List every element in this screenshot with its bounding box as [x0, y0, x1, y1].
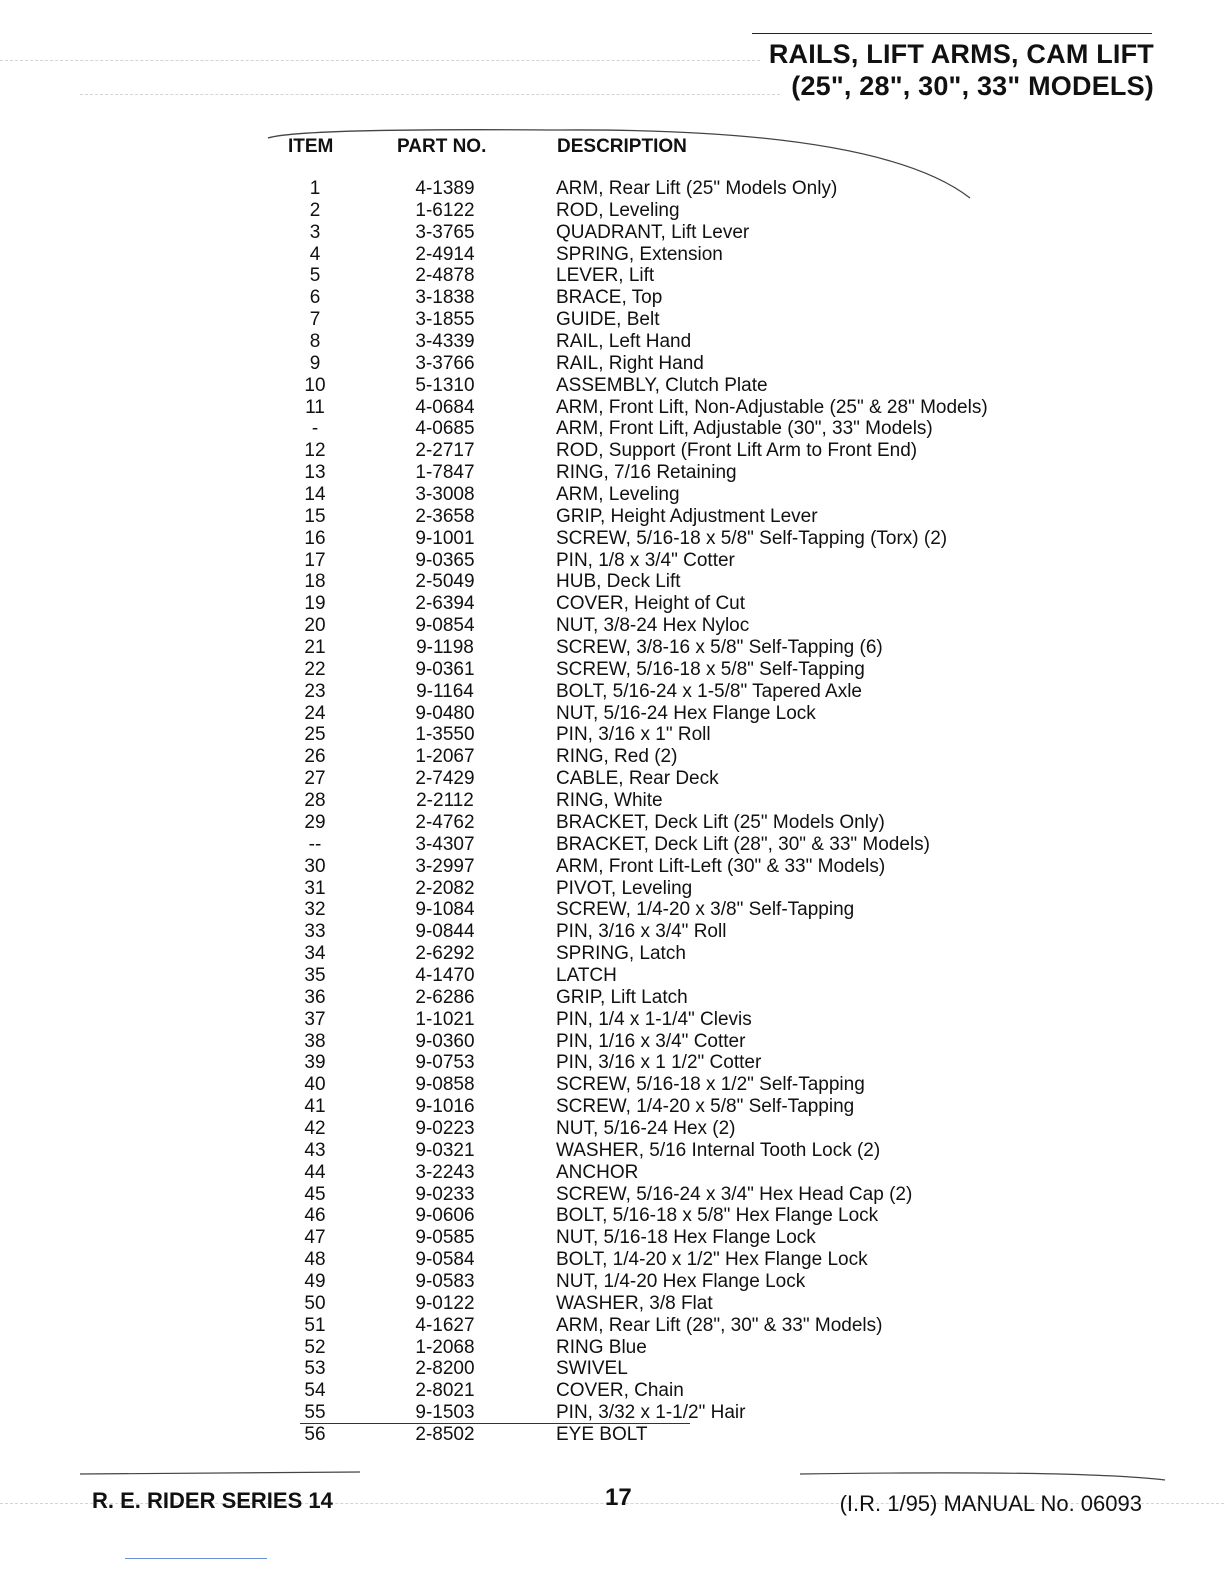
table-row: [0, 1140, 1224, 1162]
part-description: ANCHOR: [556, 1161, 639, 1183]
table-row: [0, 659, 1224, 681]
item-number: 53: [304, 1358, 326, 1380]
part-description: ARM, Front Lift, Non-Adjustable (25" & 28" Models): [556, 396, 988, 418]
page-number: 17: [605, 1484, 632, 1511]
part-description: NUT, 1/4-20 Hex Flange Lock: [556, 1270, 806, 1292]
part-description: RING, White: [556, 790, 663, 812]
part-description: RING, Red (2): [556, 746, 678, 768]
part-description: COVER, Chain: [556, 1380, 684, 1402]
part-description: QUADRANT, Lift Lever: [556, 221, 750, 243]
part-description: PIN, 1/16 x 3/4" Cotter: [556, 1030, 746, 1052]
page-title-line2: (25", 28", 30", 33" MODELS): [791, 71, 1154, 101]
item-number: 15: [304, 505, 326, 527]
item-number: 14: [304, 484, 326, 506]
item-number: 31: [304, 877, 326, 899]
part-number: 2-2112: [416, 790, 474, 812]
part-description: HUB, Deck Lift: [556, 571, 681, 593]
part-number: 1-7847: [415, 462, 475, 484]
page-title-line1: RAILS, LIFT ARMS, CAM LIFT: [768, 39, 1154, 69]
table-row: [0, 397, 1224, 419]
table-row: [0, 1052, 1224, 1074]
item-number: 12: [304, 440, 326, 462]
item-number: 7: [309, 309, 321, 331]
part-description: BRACE, Top: [556, 287, 663, 309]
item-number: 35: [304, 964, 326, 986]
item-number: 26: [304, 746, 326, 768]
part-number: 2-8502: [415, 1423, 475, 1445]
table-row: [0, 1162, 1224, 1184]
part-number: 2-5049: [415, 571, 475, 593]
part-number: 9-0233: [415, 1183, 475, 1205]
part-description: NUT, 5/16-24 Hex (2): [556, 1117, 736, 1139]
table-row: [0, 1293, 1224, 1315]
part-number: 3-3008: [415, 484, 475, 506]
part-description: WASHER, 5/16 Internal Tooth Lock (2): [556, 1139, 881, 1161]
part-number: 2-6394: [415, 593, 475, 615]
footer-series: R. E. RIDER SERIES 14: [92, 1488, 333, 1513]
part-description: NUT, 5/16-18 Hex Flange Lock: [556, 1227, 816, 1249]
part-number: 9-0858: [415, 1074, 475, 1096]
item-number: 29: [304, 811, 326, 833]
item-number: 50: [304, 1292, 326, 1314]
table-row: [0, 440, 1224, 462]
table-row: [0, 1184, 1224, 1206]
part-description: RAIL, Right Hand: [556, 352, 704, 374]
column-header-description: DESCRIPTION: [557, 136, 687, 157]
part-number: 9-0585: [415, 1227, 475, 1249]
table-row: [0, 1074, 1224, 1096]
part-number: 2-4762: [415, 811, 475, 833]
table-row: [0, 703, 1224, 725]
item-number: 52: [304, 1336, 326, 1358]
part-description: LATCH: [556, 964, 617, 986]
part-description: SCREW, 5/16-18 x 5/8" Self-Tapping (Torx) (2): [556, 527, 948, 549]
column-header-part-no: PART NO.: [397, 136, 487, 157]
table-row: [0, 462, 1224, 484]
table-row: [0, 834, 1224, 856]
part-description: ASSEMBLY, Clutch Plate: [556, 374, 768, 396]
part-number: 4-1470: [415, 964, 475, 986]
item-number: 2: [309, 199, 321, 221]
part-number: 3-2243: [415, 1161, 475, 1183]
table-row: [0, 178, 1224, 200]
item-number: 49: [304, 1270, 326, 1292]
item-number: 4: [309, 243, 321, 265]
parts-table: [0, 178, 1224, 1446]
item-number: 30: [304, 855, 326, 877]
part-number: 9-0365: [415, 549, 475, 571]
table-row: [0, 1009, 1224, 1031]
part-description: PIN, 1/4 x 1-1/4" Clevis: [556, 1008, 752, 1030]
table-row: [0, 1031, 1224, 1053]
table-row: [0, 265, 1224, 287]
item-number: 13: [304, 462, 326, 484]
part-number: 3-3766: [415, 352, 475, 374]
item-number: 10: [304, 374, 326, 396]
part-description: ARM, Rear Lift (25" Models Only): [556, 178, 838, 199]
part-number: 3-1838: [415, 287, 475, 309]
part-description: GUIDE, Belt: [556, 309, 660, 331]
part-number: 3-2997: [415, 855, 475, 877]
part-number: 9-0753: [415, 1052, 475, 1074]
table-row: [0, 1315, 1224, 1337]
part-description: NUT, 3/8-24 Hex Nyloc: [556, 615, 750, 637]
item-number: 43: [304, 1139, 326, 1161]
table-row: [0, 724, 1224, 746]
part-number: 1-2067: [415, 746, 475, 768]
table-row: [0, 1337, 1224, 1359]
table-row: [0, 965, 1224, 987]
table-row: [0, 1205, 1224, 1227]
table-row: [0, 746, 1224, 768]
part-description: GRIP, Height Adjustment Lever: [556, 505, 818, 527]
table-row: [0, 899, 1224, 921]
part-number: 9-0584: [415, 1249, 475, 1271]
part-description: NUT, 5/16-24 Hex Flange Lock: [556, 702, 816, 724]
table-row: [0, 353, 1224, 375]
part-number: 9-1084: [415, 899, 475, 921]
part-number: 1-6122: [415, 199, 475, 221]
part-description: RAIL, Left Hand: [556, 331, 692, 353]
table-row: [0, 506, 1224, 528]
table-row: [0, 790, 1224, 812]
item-number: 9: [309, 352, 321, 374]
item-number: 32: [304, 899, 326, 921]
part-description: ROD, Leveling: [556, 199, 680, 221]
table-row: [0, 768, 1224, 790]
item-number: 25: [304, 724, 326, 746]
part-number: 2-3658: [415, 505, 475, 527]
item-number: 1: [309, 178, 321, 199]
part-number: 1-1021: [415, 1008, 475, 1030]
item-number: 17: [304, 549, 326, 571]
part-description: BRACKET, Deck Lift (28", 30" & 33" Models): [556, 833, 930, 855]
part-number: 5-1310: [415, 374, 475, 396]
part-number: 1-3550: [415, 724, 475, 746]
part-number: 9-1001: [415, 527, 475, 549]
part-number: 9-0360: [415, 1030, 475, 1052]
table-row: [0, 878, 1224, 900]
table-row: [0, 1096, 1224, 1118]
part-description: ROD, Support (Front Lift Arm to Front End): [556, 440, 918, 462]
part-description: PIN, 3/32 x 1-1/2" Hair: [556, 1402, 746, 1424]
table-row: [0, 943, 1224, 965]
item-number: 27: [304, 768, 326, 790]
part-description: BOLT, 1/4-20 x 1/2" Hex Flange Lock: [556, 1249, 868, 1271]
table-row: [0, 1271, 1224, 1293]
item-number: 11: [305, 396, 325, 418]
table-row: [0, 1380, 1224, 1402]
table-row: [0, 921, 1224, 943]
part-number: 9-1503: [415, 1402, 475, 1424]
part-description: SCREW, 3/8-16 x 5/8" Self-Tapping (6): [556, 637, 883, 659]
item-number: 5: [309, 265, 321, 287]
part-number: 2-7429: [415, 768, 475, 790]
part-number: 4-1627: [415, 1314, 475, 1336]
item-number: 48: [304, 1249, 326, 1271]
part-number: 2-4914: [415, 243, 475, 265]
part-number: 2-8200: [415, 1358, 475, 1380]
item-number: 46: [304, 1205, 326, 1227]
item-number: 3: [309, 221, 321, 243]
part-description: GRIP, Lift Latch: [556, 986, 688, 1008]
part-number: 4-1389: [415, 178, 475, 199]
part-number: 9-0361: [415, 658, 475, 680]
table-row: [0, 222, 1224, 244]
part-description: SPRING, Latch: [556, 943, 686, 965]
footer-manual-number: (I.R. 1/95) MANUAL No. 06093: [839, 1491, 1142, 1516]
part-number: 3-4339: [415, 331, 475, 353]
part-number: 2-4878: [415, 265, 475, 287]
part-description: SCREW, 5/16-24 x 3/4" Hex Head Cap (2): [556, 1183, 913, 1205]
part-description: LEVER, Lift: [556, 265, 655, 287]
item-number: 36: [304, 986, 326, 1008]
part-description: ARM, Rear Lift (28", 30" & 33" Models): [556, 1314, 883, 1336]
table-row: [0, 1227, 1224, 1249]
part-number: 2-8021: [415, 1380, 475, 1402]
item-number: 45: [304, 1183, 326, 1205]
item-number: 56: [304, 1423, 326, 1445]
table-row: [0, 528, 1224, 550]
part-description: BOLT, 5/16-18 x 5/8" Hex Flange Lock: [556, 1205, 879, 1227]
part-description: WASHER, 3/8 Flat: [556, 1292, 713, 1314]
part-description: RING, 7/16 Retaining: [556, 462, 737, 484]
part-number: 2-6286: [415, 986, 475, 1008]
part-description: SWIVEL: [556, 1358, 628, 1380]
part-number: 9-0122: [415, 1292, 475, 1314]
item-number: 44: [304, 1161, 326, 1183]
bottom-accent-line: [125, 1558, 267, 1559]
part-description: SCREW, 5/16-18 x 1/2" Self-Tapping: [556, 1074, 865, 1096]
table-row: [0, 637, 1224, 659]
part-description: BRACKET, Deck Lift (25" Models Only): [556, 811, 885, 833]
part-number: 1-2068: [415, 1336, 475, 1358]
item-number: 23: [304, 680, 326, 702]
table-row: [0, 375, 1224, 397]
part-number: 9-0844: [415, 921, 475, 943]
table-row: [0, 200, 1224, 222]
part-number: 9-1164: [416, 680, 474, 702]
item-number: 16: [304, 527, 326, 549]
part-description: PIN, 3/16 x 3/4" Roll: [556, 921, 727, 943]
table-row: [0, 550, 1224, 572]
part-number: 9-0606: [415, 1205, 475, 1227]
column-header-item: ITEM: [288, 136, 334, 157]
part-description: COVER, Height of Cut: [556, 593, 746, 615]
table-row: [0, 812, 1224, 834]
item-number: 24: [304, 702, 326, 724]
table-row: [0, 331, 1224, 353]
item-number: 41: [304, 1096, 326, 1118]
part-description: SCREW, 1/4-20 x 5/8" Self-Tapping: [556, 1096, 855, 1118]
item-number: 51: [304, 1314, 326, 1336]
item-number: 38: [304, 1030, 326, 1052]
item-number: 28: [304, 790, 326, 812]
item-number: 54: [304, 1380, 326, 1402]
part-number: 9-1198: [416, 637, 474, 659]
item-number: 40: [304, 1074, 326, 1096]
table-row: [0, 1249, 1224, 1271]
part-number: 9-0583: [415, 1270, 475, 1292]
part-description: PIN, 3/16 x 1" Roll: [556, 724, 711, 746]
part-number: 9-0854: [415, 615, 475, 637]
table-row: [0, 593, 1224, 615]
part-number: 2-2717: [415, 440, 475, 462]
part-description: SCREW, 5/16-18 x 5/8" Self-Tapping: [556, 658, 865, 680]
part-description: ARM, Front Lift, Adjustable (30", 33" Models): [556, 418, 933, 440]
item-number: 18: [304, 571, 326, 593]
part-description: PIVOT, Leveling: [556, 877, 693, 899]
part-description: ARM, Leveling: [556, 484, 680, 506]
table-row: [0, 1424, 1224, 1446]
part-description: EYE BOLT: [556, 1423, 648, 1445]
table-row: [0, 571, 1224, 593]
item-number: 55: [304, 1402, 326, 1424]
item-number: 34: [304, 943, 326, 965]
item-number: 33: [304, 921, 326, 943]
item-number: 19: [304, 593, 326, 615]
item-number: 37: [304, 1008, 326, 1030]
item-number: 21: [304, 637, 326, 659]
part-number: 4-0684: [415, 396, 475, 418]
table-row: [0, 681, 1224, 703]
item-number: 6: [309, 287, 321, 309]
table-row: [0, 615, 1224, 637]
table-row: [0, 1118, 1224, 1140]
table-row: [0, 244, 1224, 266]
table-row: [0, 1402, 1224, 1424]
item-number: 47: [304, 1227, 326, 1249]
part-description: BOLT, 5/16-24 x 1-5/8" Tapered Axle: [556, 680, 863, 702]
part-number: 9-0321: [415, 1139, 475, 1161]
part-description: CABLE, Rear Deck: [556, 768, 719, 790]
item-number: 20: [304, 615, 326, 637]
item-number: -: [311, 418, 319, 440]
part-number: 3-1855: [415, 309, 475, 331]
table-row: [0, 856, 1224, 878]
part-number: 9-0223: [415, 1117, 475, 1139]
part-number: 3-4307: [415, 833, 475, 855]
part-description: RING Blue: [556, 1336, 647, 1358]
table-row: [0, 287, 1224, 309]
part-description: PIN, 1/8 x 3/4" Cotter: [556, 549, 735, 571]
part-description: SCREW, 1/4-20 x 3/8" Self-Tapping: [556, 899, 855, 921]
part-number: 9-0480: [415, 702, 475, 724]
part-number: 2-6292: [415, 943, 475, 965]
table-row: [0, 309, 1224, 331]
part-description: ARM, Front Lift-Left (30" & 33" Models): [556, 855, 886, 877]
item-number: 39: [304, 1052, 326, 1074]
part-number: 9-1016: [415, 1096, 475, 1118]
item-number: 42: [304, 1117, 326, 1139]
part-description: PIN, 3/16 x 1 1/2" Cotter: [556, 1052, 762, 1074]
part-number: 2-2082: [415, 877, 475, 899]
table-row: [0, 1358, 1224, 1380]
item-number: 8: [309, 331, 321, 353]
item-number: 22: [304, 658, 326, 680]
part-number: 3-3765: [415, 221, 475, 243]
table-row: [0, 484, 1224, 506]
item-number: --: [308, 833, 322, 855]
part-number: 4-0685: [415, 418, 475, 440]
table-row: [0, 987, 1224, 1009]
part-description: SPRING, Extension: [556, 243, 723, 265]
table-row: [0, 418, 1224, 440]
